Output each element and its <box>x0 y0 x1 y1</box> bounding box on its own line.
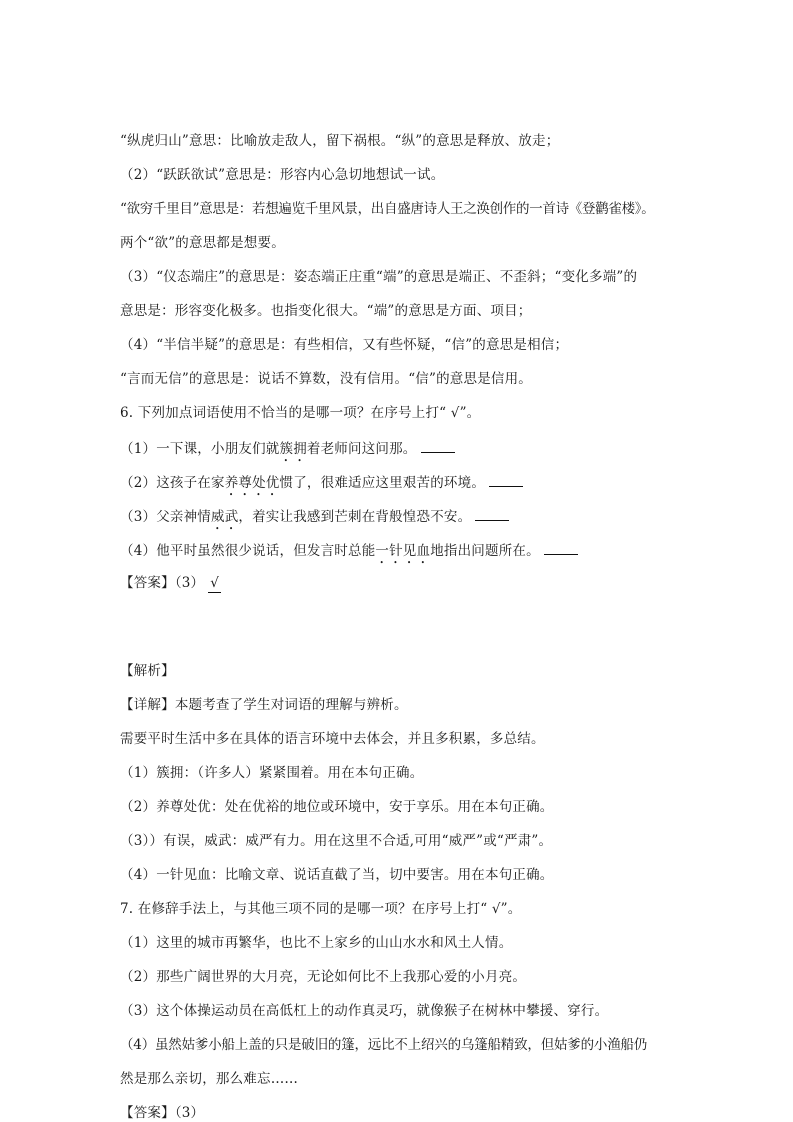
option-text: （1）一下课，小朋友们就 <box>120 441 280 457</box>
text-line: （4）“半信半疑”的意思是：有些相信，又有些怀疑，“信”的意思是相信； <box>120 337 569 353</box>
dotted-word: 簇拥 <box>279 441 307 457</box>
answer-label: 【答案】 <box>120 575 175 591</box>
answer-blank[interactable] <box>544 540 578 555</box>
dotted-word: 一针见血 <box>375 543 431 559</box>
answer-value: （3） <box>174 575 205 591</box>
option-text: （2）这孩子在家 <box>120 475 225 491</box>
question-6-stem: 6. 下列加点词语使用不恰当的是哪一项？在序号上打“ √”。 <box>120 405 481 421</box>
question-7-option-3: （3）这个体操运动员在高低杠上的动作真灵巧，就像猴子在树林中攀援、穿行。 <box>120 1003 609 1019</box>
answer-blank[interactable] <box>475 506 509 521</box>
question-7-option-4: （4）虽然姑爹小船上盖的只是破旧的篷，远比不上绍兴的乌篷船精致，但姑爹的小渔船仍 <box>120 1037 648 1053</box>
question-7-option-1: （1）这里的城市再繁华，也比不上家乡的山山水水和风土人情。 <box>120 935 513 951</box>
question-7-stem: 7. 在修辞手法上，与其他三项不同的是哪一项？在序号上打“ √”。 <box>120 901 522 917</box>
text-line: “纵虎归山”意思：比喻放走敌人，留下祸根。“纵”的意思是释放、放走； <box>120 133 560 149</box>
text-line: “言而无信”的意思是：说话不算数，没有信用。“信”的意思是信用。 <box>120 371 533 387</box>
analysis-line: （1）簇拥：（许多人）紧紧围着。用在本句正确。 <box>120 765 424 781</box>
detail-text: 本题考查了学生对词语的理解与辨析。 <box>174 697 408 713</box>
analysis-line: （4）一针见血：比喻文章、说话直截了当，切中要害。用在本句正确。 <box>120 867 554 883</box>
option-text: 着老师问这问那。 <box>306 441 417 457</box>
option-text: （4）他平时虽然很少说话，但发言时总能 <box>120 543 376 559</box>
analysis-heading: 【解析】 <box>120 663 175 679</box>
checkmark-icon: √ <box>210 575 220 591</box>
answer-value: （3） <box>174 1105 205 1121</box>
analysis-detail <box>120 696 408 714</box>
question-7-option-4-cont: 然是那么亲切，那么难忘…… <box>120 1071 299 1087</box>
dotted-word: 养尊处优 <box>224 475 280 491</box>
analysis-line: 需要平时生活中多在具体的语言环境中去体会，并且多积累，多总结。 <box>120 731 545 747</box>
analysis-line: （2）养尊处优：处在优裕的地位或环境中，安于享乐。用在本句正确。 <box>120 799 554 815</box>
dotted-word: 威武 <box>211 509 239 525</box>
text-line: （2）“跃跃欲试”意思是：形容内心急切地想试一试。 <box>120 167 445 183</box>
analysis-line: （3））有误，威武：威严有力。用在这里不合适,可用“威严”或“严肃”。 <box>120 833 553 849</box>
detail-label: 【详解】 <box>120 697 175 713</box>
answer-label: 【答案】 <box>120 1105 175 1121</box>
answer-blank[interactable] <box>421 438 455 453</box>
text-line: 两个“欲”的意思都是想要。 <box>120 235 285 251</box>
option-text: 地指出问题所在。 <box>430 543 540 559</box>
question-6-answer <box>120 574 221 593</box>
question-6-option-1 <box>120 438 455 465</box>
text-line: “欲穷千里目”意思是：若想遍览千里风景，出自盛唐诗人王之涣创作的一首诗《登鹳雀楼》。 <box>120 201 655 217</box>
text-line: （3）“仪态端庄”的意思是：姿态端正庄重“端”的意思是端正、不歪斜；“变化多端”的 <box>120 269 638 285</box>
option-text: 惯了，很难适应这里艰苦的环境。 <box>279 475 486 491</box>
text-line: 意思是：形容变化极多。也指变化很大。“端”的意思是方面、项目； <box>120 303 532 319</box>
answer-blank[interactable] <box>489 472 523 487</box>
question-7-option-2: （2）那些广阔世界的大月亮，无论如何比不上我那心爱的小月亮。 <box>120 969 527 985</box>
question-6-option-4 <box>120 540 578 567</box>
question-7-answer <box>120 1104 204 1122</box>
option-text: （3）父亲神情 <box>120 509 211 525</box>
question-6-option-2 <box>120 472 523 499</box>
question-6-option-3 <box>120 506 509 533</box>
option-text: ，着实让我感到芒刺在背般惶恐不安。 <box>238 509 472 525</box>
